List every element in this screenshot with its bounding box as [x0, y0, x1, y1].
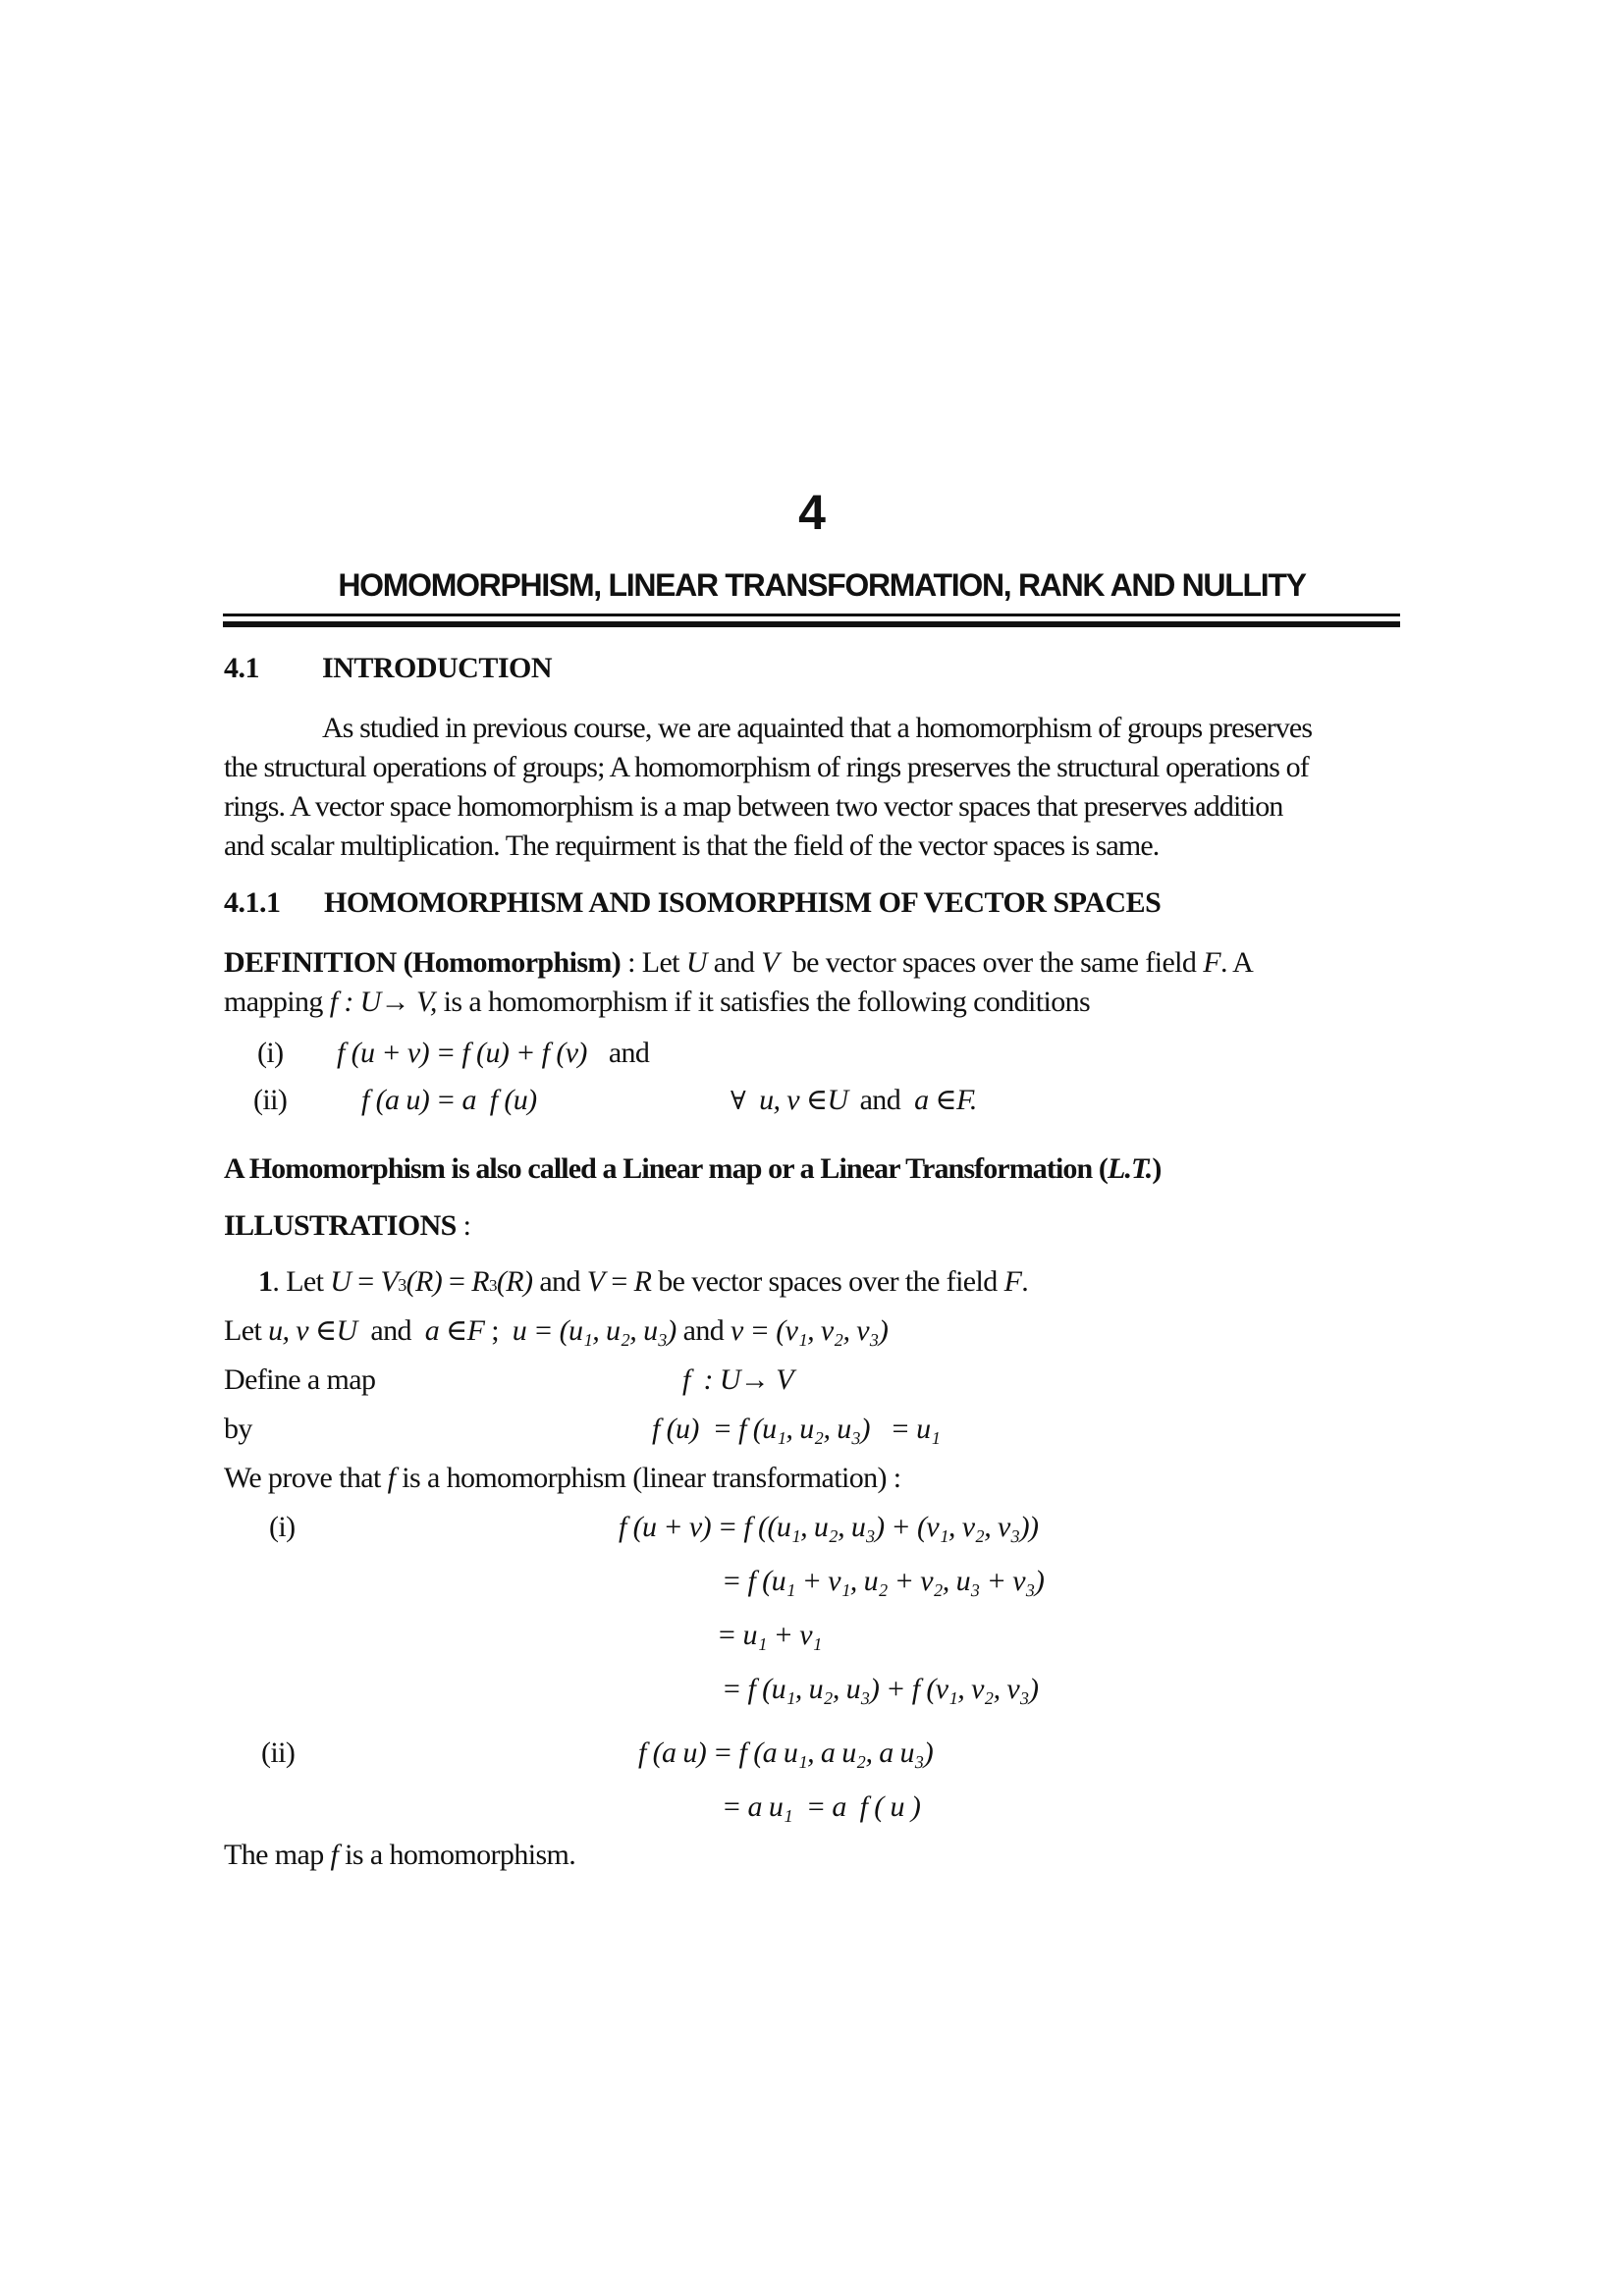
- part-i-label: (i): [269, 1511, 296, 1543]
- definition-text: : Let: [621, 946, 686, 979]
- prove-line: [224, 1462, 901, 1496]
- intro-line-4: and scalar multiplication. The requirment is that the field of the vector spaces is same.: [224, 829, 1160, 862]
- quantifier-expr: u, v ∈U: [759, 1084, 848, 1116]
- ex-text: . Let: [272, 1265, 331, 1298]
- ex-var-U: U: [330, 1265, 352, 1298]
- definition-line-2: [224, 986, 1090, 1020]
- part-i-line-1: f (u + v) = f ((u₁, u₂, u₃) + (v₁, v₂, v₃)): [619, 1511, 1039, 1543]
- definition-line-1: [224, 946, 1253, 981]
- ex-eq: =: [351, 1265, 381, 1298]
- example-number: 1: [258, 1265, 273, 1298]
- definition-text-4: is a homomorphism if it satisfies the following conditions: [436, 986, 1091, 1018]
- condition-i-and: and: [608, 1037, 650, 1069]
- let-expr-3: u = (u₁, u₂, u₃): [512, 1314, 677, 1347]
- part-i-line-2: = f (u₁ + v₁, u₂ + v₂, u₃ + v₃): [722, 1565, 1045, 1597]
- let-expr-4: v = (v₁, v₂, v₃): [731, 1314, 889, 1347]
- section-number: 4.1: [224, 652, 259, 684]
- by-label: by: [224, 1413, 252, 1445]
- title-rule-thick: [223, 621, 1400, 627]
- ex-tail: be vector spaces over the field: [651, 1265, 1004, 1298]
- linear-map-statement: [224, 1152, 1161, 1187]
- statement-close: ): [1152, 1152, 1162, 1185]
- part-ii-row: [261, 1736, 933, 1771]
- definition-mapping: mapping: [224, 986, 330, 1018]
- var-U: U: [685, 946, 707, 979]
- ex-period: .: [1021, 1265, 1029, 1298]
- condition-ii: [253, 1084, 977, 1118]
- prove-text: We prove that: [224, 1462, 388, 1494]
- define-expr: f : U→ V: [682, 1363, 793, 1396]
- define-label: Define a map: [224, 1363, 376, 1396]
- subsection-number: 4.1.1: [224, 886, 281, 919]
- ex-eq3: =: [604, 1265, 634, 1298]
- forall-icon: ∀: [731, 1087, 746, 1115]
- title-rule-thin: [223, 614, 1400, 616]
- statement-abbr: L.T.: [1108, 1152, 1153, 1185]
- illustrations-colon: :: [456, 1209, 471, 1242]
- let-and-2: and: [676, 1314, 731, 1347]
- ex-eq2: =: [442, 1265, 472, 1298]
- condition-i-label: (i): [257, 1037, 284, 1069]
- definition-text-3: . A: [1219, 946, 1254, 979]
- subsection-title: HOMOMORPHISM AND ISOMORPHISM OF VECTOR SPACES: [324, 886, 1162, 919]
- definition-label: DEFINITION (Homomorphism): [224, 946, 622, 979]
- ex-R3: R: [471, 1265, 490, 1298]
- part-ii-line-2: = a u₁ = a f ( u ): [722, 1790, 921, 1823]
- example-1-intro: 1 . Let U = V 3 (R) = R 3 (R) and V = R be vector spaces over the field F .: [258, 1265, 1029, 1298]
- ex-var-V3: V: [380, 1265, 399, 1298]
- intro-line-3: rings. A vector space homomorphism is a map between two vector spaces that preserves addition: [224, 790, 1283, 823]
- let-expr-1: u, v ∈U: [268, 1314, 357, 1347]
- condition-i-expr: f (u + v) = f (u) + f (v): [337, 1037, 587, 1069]
- definition-and: and: [706, 946, 762, 979]
- illustrations-heading: [224, 1209, 470, 1244]
- intro-line-2: the structural operations of groups; A homomorphism of rings preserves the structural operations of: [224, 751, 1309, 783]
- conclusion-text: The map: [224, 1839, 331, 1871]
- part-i-line-4: = f (u₁, u₂, u₃) + f (v₁, v₂, v₃): [722, 1673, 1039, 1705]
- map-expression: f : U→ V,: [329, 986, 437, 1018]
- ex-var-V: V: [586, 1265, 605, 1298]
- chapter-title: HOMOMORPHISM, LINEAR TRANSFORMATION, RANK AND NULLITY: [338, 567, 1306, 603]
- section-heading: [224, 652, 552, 686]
- ex-R3b: (R): [496, 1265, 533, 1298]
- by-row: [224, 1413, 940, 1447]
- ex-var-F: F: [1003, 1265, 1022, 1298]
- conclusion-text-2: is a homomorphism.: [338, 1839, 576, 1871]
- statement-text: A Homomorphism is also called a Linear map or a Linear Transformation (: [224, 1152, 1109, 1185]
- condition-ii-label: (ii): [253, 1084, 288, 1116]
- var-F: F: [1203, 946, 1220, 979]
- prove-f: f: [387, 1462, 396, 1494]
- quantifier-and: and: [859, 1084, 901, 1116]
- let-semicolon: ;: [484, 1314, 513, 1347]
- quantifier-field: a ∈F.: [914, 1084, 977, 1116]
- by-expr: f (u) = f (u₁, u₂, u₃) = u₁: [652, 1413, 941, 1445]
- part-i-line-3: = u₁ + v₁: [717, 1619, 822, 1651]
- conclusion-f: f: [330, 1839, 339, 1871]
- subsection-heading: [224, 886, 1161, 921]
- section-title: INTRODUCTION: [322, 652, 553, 684]
- prove-text-2: is a homomorphism (linear transformation) :: [395, 1462, 901, 1494]
- var-V: V: [761, 946, 779, 979]
- definition-text-2: be vector spaces over the same field: [778, 946, 1204, 979]
- ex-and: and: [532, 1265, 587, 1298]
- chapter-number: 4: [798, 485, 826, 540]
- part-ii-line-1: f (a u) = f (a u₁, a u₂, a u₃): [638, 1736, 934, 1769]
- define-row: [224, 1363, 793, 1398]
- intro-paragraph: [224, 709, 1402, 866]
- ex-var-R: R: [633, 1265, 652, 1298]
- conclusion: [224, 1839, 575, 1873]
- illustrations-title: ILLUSTRATIONS: [224, 1209, 457, 1242]
- intro-line-1: As studied in previous course, we are aquainted that a homomorphism of groups preserves: [322, 712, 1313, 744]
- condition-ii-expr: f (a u) = a f (u): [361, 1084, 537, 1116]
- let-word: Let: [224, 1314, 269, 1347]
- part-i-row: [269, 1511, 1038, 1545]
- let-expr-2: a ∈F: [424, 1314, 485, 1347]
- let-and-1: and: [356, 1314, 425, 1347]
- ex-R1: (R): [406, 1265, 443, 1298]
- condition-i: [257, 1037, 649, 1071]
- part-ii-label: (ii): [261, 1736, 296, 1769]
- let-line: [224, 1314, 888, 1349]
